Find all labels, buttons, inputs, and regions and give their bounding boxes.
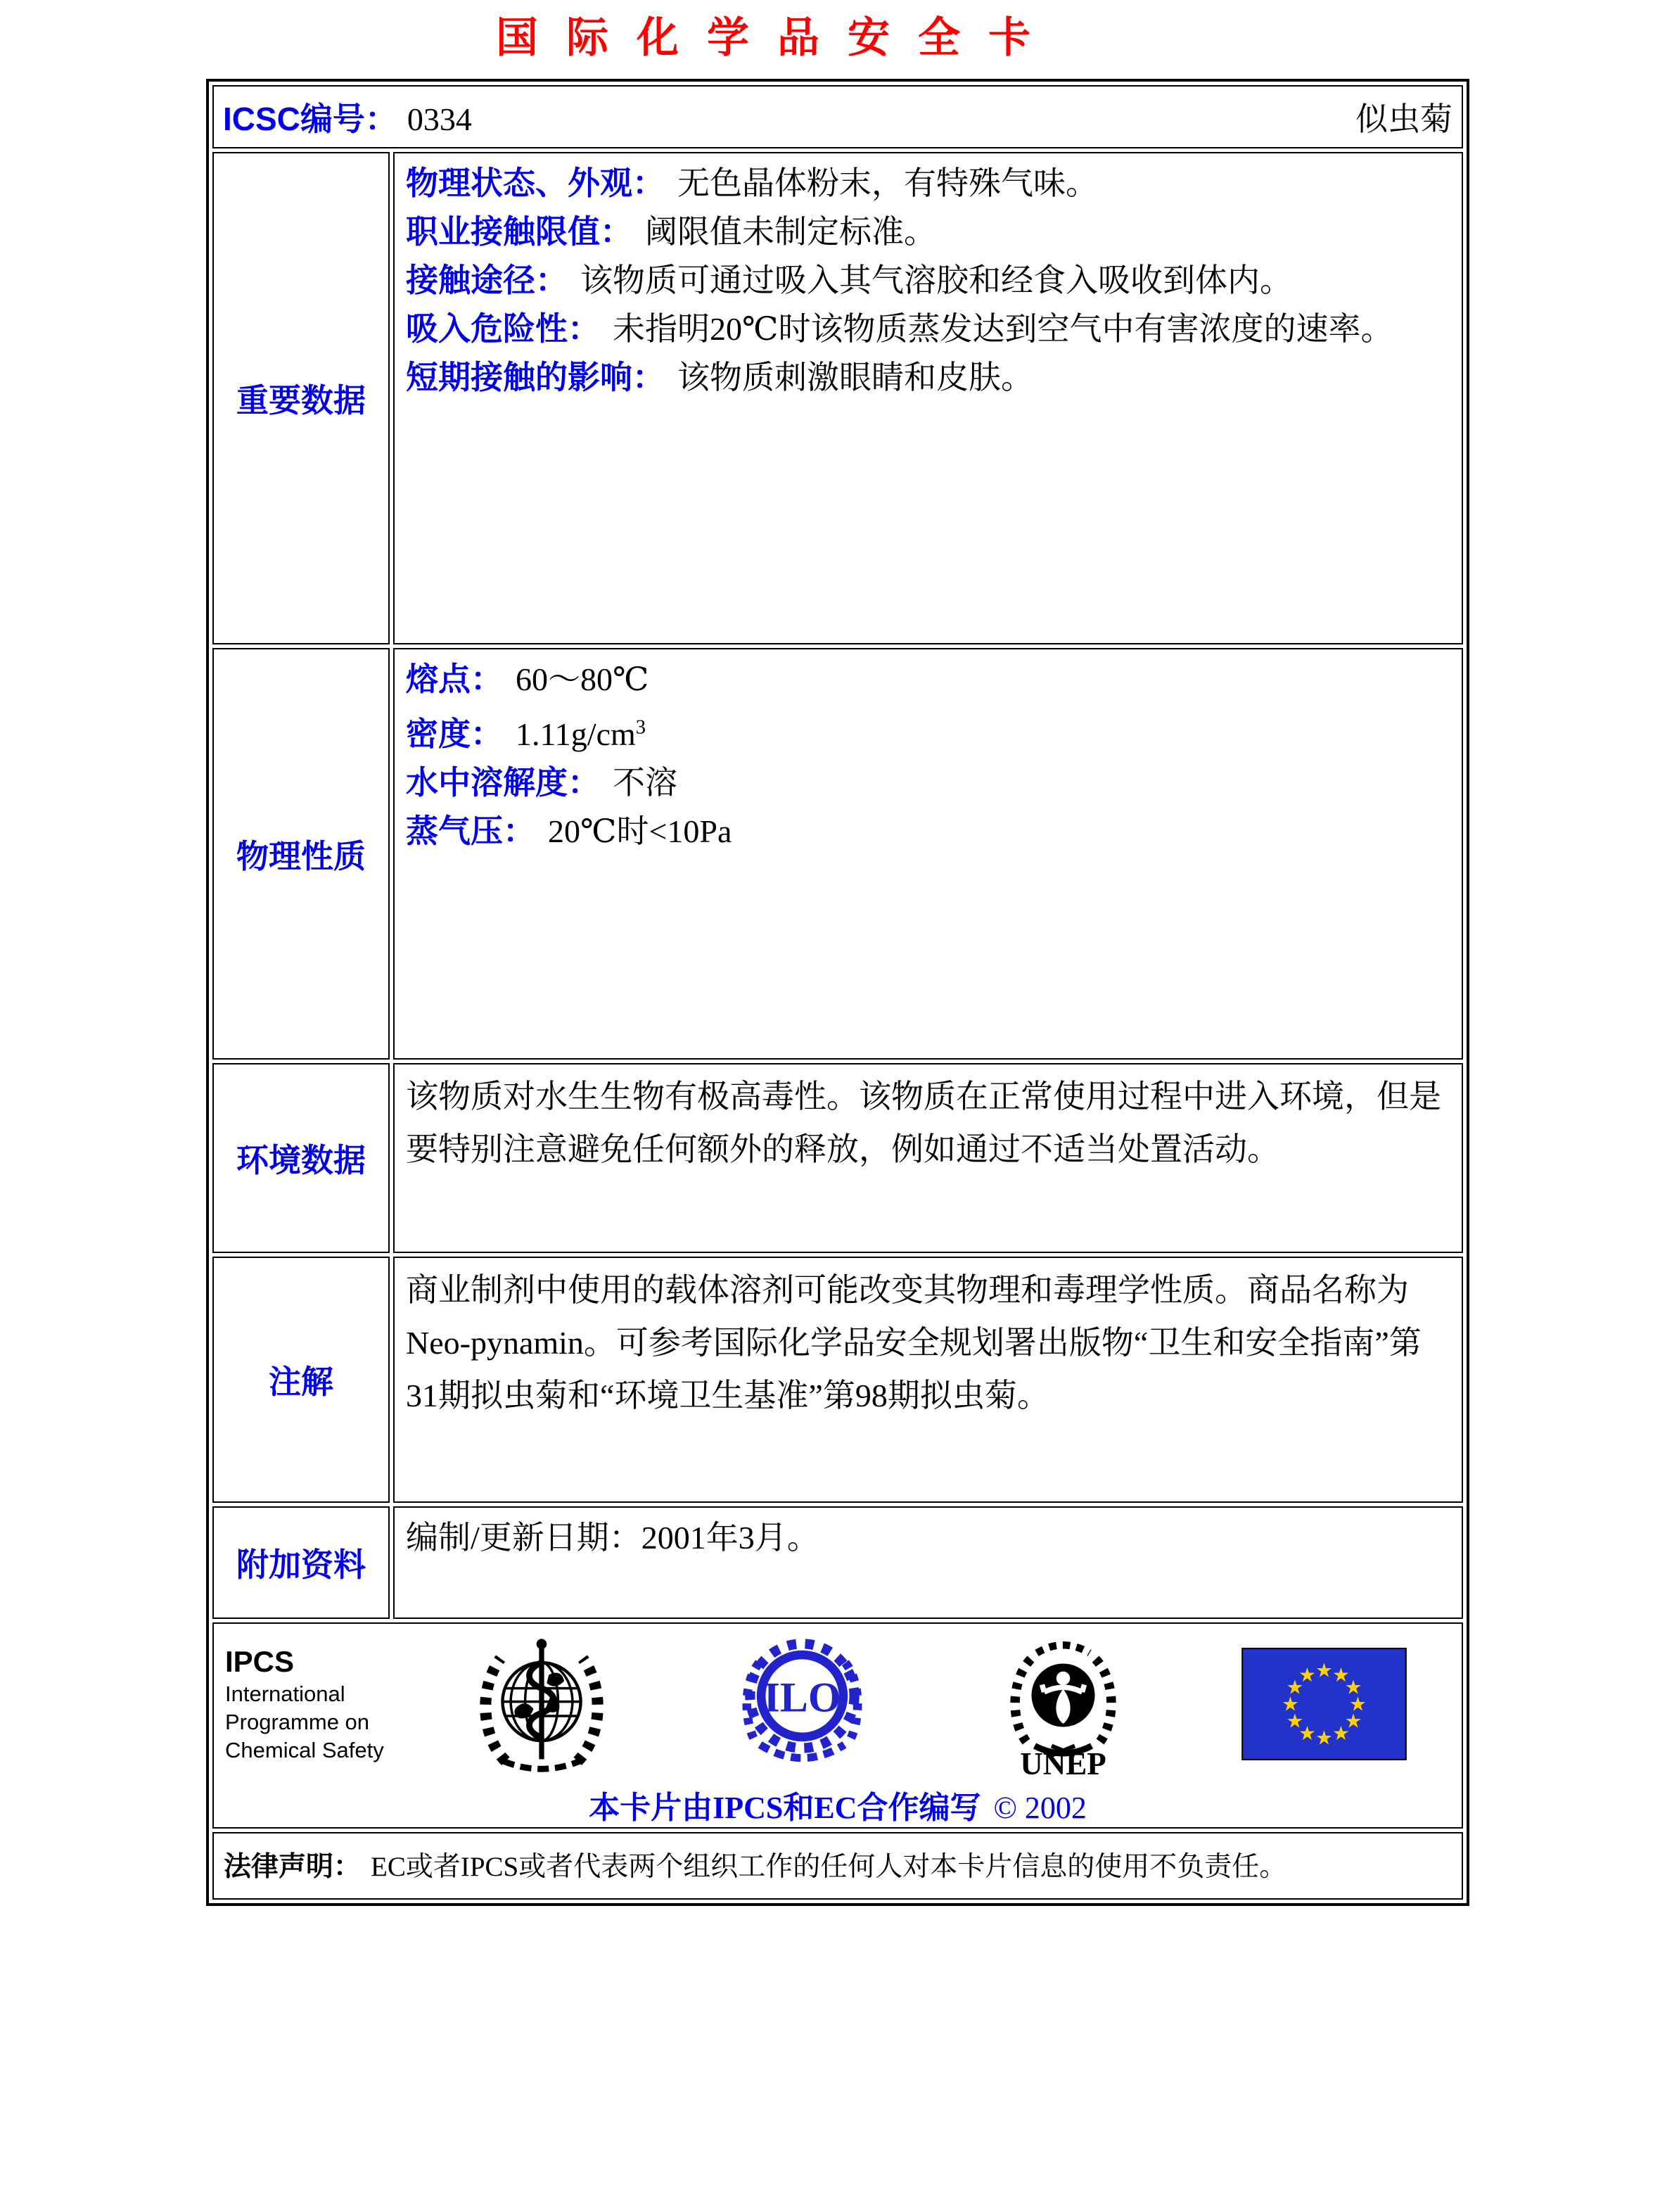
icsc-number-label: ICSC编号： — [223, 101, 397, 137]
unep-letters: UNEP — [1020, 1746, 1106, 1779]
legal-cell — [212, 1832, 1463, 1900]
environment-text: 该物质对水生生物有极高毒性。该物质在正常使用过程中进入环境，但是要特别注意避免任何额外的释放，例如通过不适当处置活动。 — [406, 1079, 1441, 1167]
svg-text:★: ★ — [1286, 1709, 1304, 1733]
logos-cell — [212, 1622, 1463, 1829]
important-item: 吸入危险性： 未指明20℃时该物质蒸发达到空气中有害浓度的速率。 — [406, 310, 1393, 347]
important-item: 职业接触限值： 阈限值未制定标准。 — [406, 213, 936, 250]
physical-item: 水中溶解度： 不溶 — [406, 764, 677, 801]
page-title: 国际化学品安全卡 — [496, 15, 1059, 61]
additional-info-content-cell — [393, 1506, 1463, 1619]
notes-content-cell — [393, 1257, 1463, 1503]
physical-properties-label-cell — [212, 648, 390, 1060]
chemical-name: 似虫菊 — [1355, 101, 1452, 137]
important-item: 短期接触的影响： 该物质刺激眼睛和皮肤。 — [406, 359, 1033, 395]
ilo-logo-icon — [672, 1632, 933, 1776]
environment-section-label: 环境数据 — [236, 1142, 366, 1178]
who-logo-icon — [411, 1632, 672, 1776]
important-item: 接触途径： 该物质可通过吸入其气溶胶和经食入吸收到体内。 — [406, 262, 1292, 298]
physical-properties-row — [212, 648, 1463, 1060]
svg-text:★: ★ — [1286, 1675, 1304, 1699]
important-data-section-label: 重要数据 — [236, 382, 366, 419]
notes-text: 商业制剂中使用的载体溶剂可能改变其物理和毒理学性质。商品名称为Neo-pynamin。可参考国际化学品安全规划署出版物“卫生和安全指南”第31期拟虫菊和“环境卫生基准”第98期拟虫菊。 — [406, 1272, 1422, 1413]
physical-properties-section-label: 物理性质 — [236, 837, 366, 875]
svg-text:★: ★ — [1349, 1692, 1367, 1716]
ipcs-text-block: IPCS International Programme on Chemical Safety — [221, 1644, 411, 1765]
legal-row — [212, 1832, 1463, 1900]
svg-text:★: ★ — [1315, 1658, 1333, 1682]
unep-logo-icon — [933, 1628, 1194, 1779]
environment-label-cell — [212, 1063, 390, 1253]
svg-text:★: ★ — [1315, 1726, 1333, 1750]
icsc-number-group — [223, 94, 472, 140]
physical-item: 蒸气压： 20℃时<10Pa — [406, 813, 732, 850]
icsc-card-table — [206, 79, 1469, 1906]
svg-text:★: ★ — [1282, 1692, 1299, 1716]
header-row — [212, 85, 1463, 148]
additional-info-label-cell — [212, 1506, 390, 1619]
physical-item: 密度： $1.11g/cm^3$ — [406, 716, 646, 753]
environment-data-row — [212, 1063, 1463, 1253]
svg-text:★: ★ — [1332, 1663, 1350, 1686]
additional-info-row — [212, 1506, 1463, 1619]
important-data-label-cell — [212, 152, 390, 644]
logos-row — [212, 1622, 1463, 1829]
legal-notice-text: EC或者IPCS或者代表两个组织工作的任何人对本卡片信息的使用不负责任。 — [371, 1852, 1287, 1882]
header-cell — [212, 85, 1463, 148]
important-data-row — [212, 152, 1463, 644]
physical-item: 熔点： 60～80℃ — [406, 661, 649, 697]
superscript: 3 — [635, 717, 646, 739]
legal-notice-label: 法律声明： — [224, 1852, 362, 1882]
ilo-letters: ILO — [763, 1674, 841, 1721]
eu-flag-icon — [1194, 1648, 1455, 1760]
copyright-line — [221, 1782, 1455, 1827]
additional-info-text: 编制/更新日期：2001年3月。 — [406, 1520, 819, 1556]
svg-text:★: ★ — [1298, 1663, 1316, 1686]
svg-text:★: ★ — [1298, 1721, 1316, 1745]
icsc-number-value: 0334 — [407, 101, 472, 137]
additional-info-section-label: 附加资料 — [236, 1546, 366, 1583]
environment-content-cell — [393, 1063, 1463, 1253]
important-data-content-cell — [393, 152, 1463, 644]
physical-properties-content-cell — [393, 648, 1463, 1060]
important-item: 物理状态、外观： 无色晶体粉末，有特殊气味。 — [406, 165, 1098, 201]
notes-section-label: 注解 — [269, 1364, 333, 1400]
svg-text:★: ★ — [1332, 1721, 1350, 1745]
svg-text:★: ★ — [1344, 1709, 1362, 1733]
copyright-text: 本卡片由IPCS和EC合作编写 — [589, 1791, 981, 1825]
notes-label-cell — [212, 1257, 390, 1503]
svg-text:★: ★ — [1344, 1675, 1362, 1699]
ipcs-acronym: IPCS — [225, 1644, 295, 1678]
notes-row — [212, 1257, 1463, 1503]
copyright-year: © 2002 — [993, 1791, 1087, 1825]
